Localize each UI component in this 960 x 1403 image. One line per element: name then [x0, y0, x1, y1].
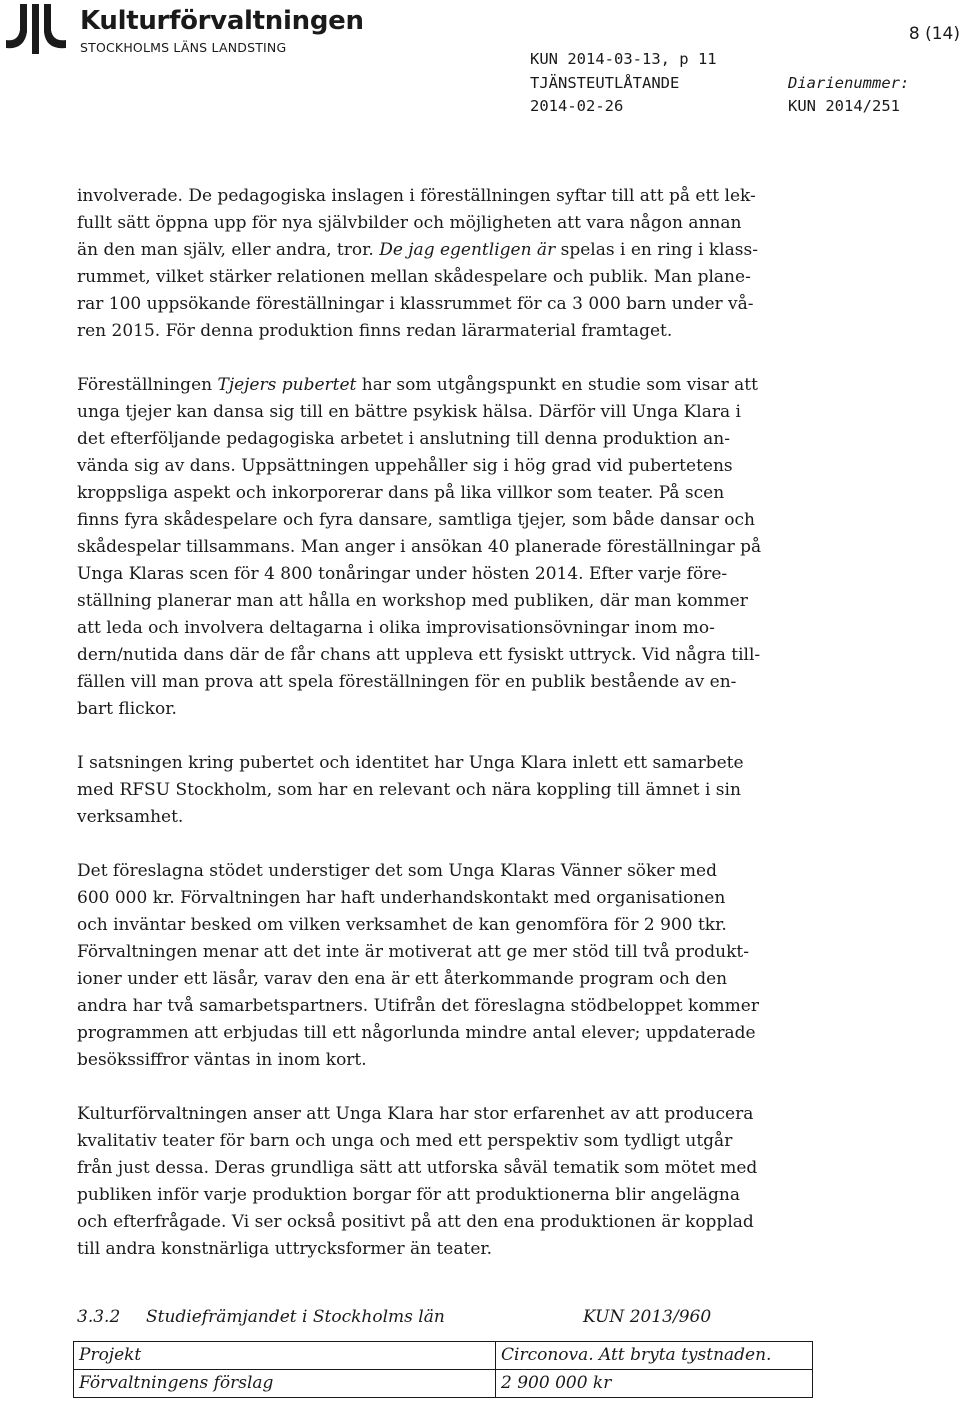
text-run: vända sig av dans. Uppsättningen uppehåller sig i hög grad vid pubertetens	[77, 456, 733, 476]
text-line	[77, 939, 822, 966]
paragraph	[77, 1101, 822, 1263]
text-line	[77, 777, 822, 804]
text-line	[77, 507, 822, 534]
text-line	[77, 480, 822, 507]
section-title: Studiefrämjandet i Stockholms län	[146, 1307, 445, 1327]
text-line	[77, 399, 822, 426]
text-line	[77, 318, 822, 345]
document-type: TJÄNSTEUTLÅTANDE	[530, 73, 680, 92]
text-run: spelas i en ring i klass-	[555, 240, 758, 260]
diary-label: Diarienummer:	[788, 73, 910, 92]
text-line	[77, 750, 822, 777]
paragraph	[77, 750, 822, 831]
table-value: Circonova. Att bryta tystnaden.	[496, 1342, 813, 1370]
diary-number: KUN 2014/251	[788, 97, 900, 115]
text-run: involverade. De pedagogiska inslagen i föreställningen syftar till att på ett lek-	[77, 186, 756, 206]
text-run: I satsningen kring pubertet och identitet har Unga Klara inlett ett samarbete	[77, 753, 744, 773]
text-line	[77, 1209, 822, 1236]
text-run: kvalitativ teater för barn och unga och med ett perspektiv som tydligt utgår	[77, 1131, 733, 1151]
text-run: har som utgångspunkt en studie som visar att	[356, 375, 758, 395]
text-run: rar 100 uppsökande föreställningar i klassrummet för ca 3 000 barn under vå-	[77, 294, 754, 314]
text-run: ställning planerar man att hålla en workshop med publiken, där man kommer	[77, 591, 748, 611]
document-date: 2014-02-26	[530, 97, 624, 115]
text-line	[77, 615, 822, 642]
text-line	[77, 561, 822, 588]
text-run: programmen att erbjudas till ett någorlunda mindre antal elever; uppdaterade	[77, 1023, 756, 1043]
page-number: 8 (14)	[908, 24, 960, 44]
text-run: fullt sätt öppna upp för nya självbilder och möjligheten att vara någon annan	[77, 213, 742, 233]
text-line	[77, 1101, 822, 1128]
text-run: det efterföljande pedagogiska arbetet i anslutning till denna produktion an-	[77, 429, 730, 449]
text-run: med RFSU Stockholm, som har en relevant och nära koppling till ämnet i sin	[77, 780, 741, 800]
table-row	[74, 1342, 813, 1370]
text-line	[77, 858, 822, 885]
text-run: än den man själv, eller andra, tror.	[77, 240, 380, 260]
text-run: dern/nutida dans där de får chans att uppleva ett fysiskt uttryck. Vid några till-	[77, 645, 761, 665]
text-line	[77, 1155, 822, 1182]
text-line	[77, 264, 822, 291]
text-line	[77, 696, 822, 723]
text-run: till andra konstnärliga uttrycksformer än teater.	[77, 1239, 493, 1259]
text-line	[77, 1047, 822, 1074]
italic-title: De jag egentligen är	[379, 240, 556, 260]
table-value: 2 900 000 kr	[496, 1370, 813, 1398]
text-run: unga tjejer kan dansa sig till en bättre psykisk hälsa. Därför vill Unga Klara i	[77, 402, 741, 422]
text-line	[77, 885, 822, 912]
org-name: Kulturförvaltningen	[80, 6, 364, 36]
text-run: Kulturförvaltningen anser att Unga Klara har stor erfarenhet av att producera	[77, 1104, 754, 1124]
org-subtitle: STOCKHOLMS LÄNS LANDSTING	[80, 40, 287, 55]
paragraph	[77, 858, 822, 1074]
text-run: kroppsliga aspekt och inkorporerar dans på lika villkor som teater. På scen	[77, 483, 725, 503]
text-run: besökssiffror väntas in inom kort.	[77, 1050, 367, 1070]
text-line	[77, 642, 822, 669]
text-line	[77, 372, 822, 399]
text-run: ren 2015. För denna produktion finns redan lärarmaterial framtaget.	[77, 321, 673, 341]
text-line	[77, 1182, 822, 1209]
text-line	[77, 912, 822, 939]
text-line	[77, 210, 822, 237]
text-run: Unga Klaras scen för 4 800 tonåringar under hösten 2014. Efter varje före-	[77, 564, 728, 584]
paragraph	[77, 183, 822, 345]
text-run: publiken inför varje produktion borgar för att produktionerna blir angelägna	[77, 1185, 740, 1205]
text-line	[77, 534, 822, 561]
text-line	[77, 966, 822, 993]
text-line	[77, 1236, 822, 1263]
project-table	[73, 1341, 813, 1398]
italic-title: Tjejers pubertet	[217, 375, 357, 395]
text-run: och efterfrågade. Vi ser också positivt på att den ena produktionen är kopplad	[77, 1212, 754, 1232]
text-line	[77, 1128, 822, 1155]
text-run: ioner under ett läsår, varav den ena är ett återkommande program och den	[77, 969, 728, 989]
text-line	[77, 588, 822, 615]
text-line	[77, 669, 822, 696]
text-run: skådespelar tillsammans. Man anger i ansökan 40 planerade föreställningar på	[77, 537, 762, 557]
text-line	[77, 426, 822, 453]
table-row	[74, 1370, 813, 1398]
paragraph	[77, 372, 822, 723]
body-text	[77, 183, 822, 1290]
stockholms-lans-landsting-logo-icon	[4, 2, 74, 58]
text-run: att leda och involvera deltagarna i olika improvisationsövningar inom mo-	[77, 618, 715, 638]
text-line	[77, 1020, 822, 1047]
section-number: 3.3.2	[77, 1307, 121, 1327]
text-run: Föreställningen	[77, 375, 218, 395]
text-run: bart flickor.	[77, 699, 177, 719]
document-meta	[530, 48, 950, 119]
text-run: verksamhet.	[77, 807, 184, 827]
meeting-reference: KUN 2014-03-13, p 11	[530, 50, 717, 68]
text-run: rummet, vilket stärker relationen mellan skådespelare och publik. Man plane-	[77, 267, 751, 287]
text-run: finns fyra skådespelare och fyra dansare, samtliga tjejer, som både dansar och	[77, 510, 755, 530]
text-run: andra har två samarbetspartners. Utifrån det föreslagna stödbeloppet kommer	[77, 996, 759, 1016]
text-run: Förvaltningen menar att det inte är motiverat att ge mer stöd till två produkt-	[77, 942, 749, 962]
text-run: och inväntar besked om vilken verksamhet de kan genomföra för 2 900 tkr.	[77, 915, 727, 935]
section-reference: KUN 2013/960	[583, 1307, 712, 1327]
text-line	[77, 291, 822, 318]
table-label: Projekt	[74, 1342, 496, 1370]
text-line	[77, 804, 822, 831]
text-run: fällen vill man prova att spela föreställningen för en publik bestående av en-	[77, 672, 737, 692]
text-run: 600 000 kr. Förvaltningen har haft underhandskontakt med organisationen	[77, 888, 726, 908]
text-line	[77, 993, 822, 1020]
table-label: Förvaltningens förslag	[74, 1370, 496, 1398]
text-run: Det föreslagna stödet understiger det som Unga Klaras Vänner söker med	[77, 861, 717, 881]
text-run: från just dessa. Deras grundliga sätt att utforska såväl tematik som mötet med	[77, 1158, 758, 1178]
text-line	[77, 453, 822, 480]
header-logo	[4, 2, 404, 62]
text-line	[77, 237, 822, 264]
text-line	[77, 183, 822, 210]
